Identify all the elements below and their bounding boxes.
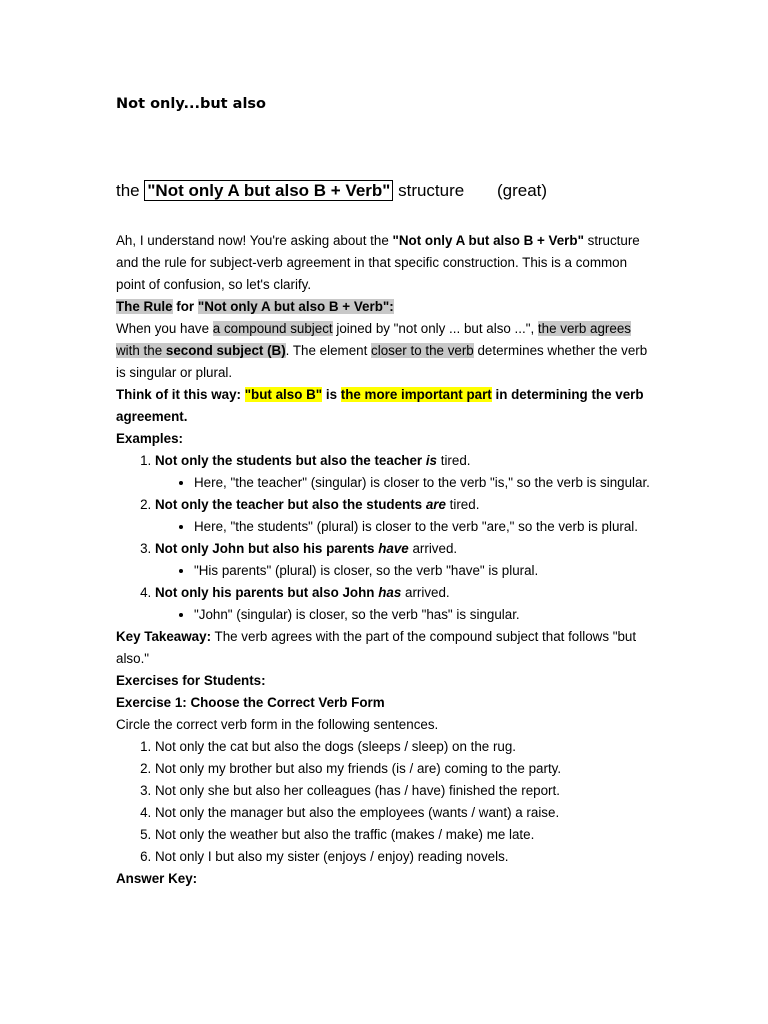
exercise1-heading-label: Exercise 1: Choose the Correct Verb Form bbox=[116, 695, 385, 710]
examples-list bbox=[116, 450, 651, 626]
highlight-closer-to-verb: closer to the verb bbox=[371, 343, 474, 358]
exercise-item: 1. Not only the cat but also the dogs (sleeps / sleep) on the rug. bbox=[155, 736, 651, 758]
rule-heading-structure: "Not only A but also B + Verb": bbox=[197, 299, 394, 314]
think-text: is bbox=[322, 387, 341, 402]
example-item bbox=[155, 450, 651, 494]
example-verb: is bbox=[425, 453, 437, 468]
boxed-structure: "Not only A but also B + Verb" bbox=[144, 180, 393, 201]
answer-key-label: Answer Key: bbox=[116, 871, 198, 886]
highlight-compound-subject: a compound subject bbox=[212, 321, 333, 336]
key-takeaway bbox=[116, 626, 651, 670]
subtitle-suffix: structure bbox=[398, 181, 465, 200]
example-note: • Here, "the teacher" (singular) is closer to the verb "is," so the verb is singular. bbox=[194, 472, 651, 494]
example-item bbox=[155, 582, 651, 626]
intro-text: Ah, I understand now! You're asking about the bbox=[116, 233, 393, 248]
highlight-second-subject: second subject (B) bbox=[165, 343, 286, 358]
example-verb: has bbox=[378, 585, 402, 600]
answer-key-heading bbox=[116, 868, 651, 890]
example-sentence: Not only John but also his parents bbox=[155, 541, 379, 556]
example-note: • Here, "the students" (plural) is closer to the verb "are," so the verb is plural. bbox=[194, 516, 651, 538]
highlight-verb-agrees: the verb agrees with the bbox=[116, 321, 631, 358]
exercise-list bbox=[116, 736, 651, 868]
exercise-item: 3. Not only she but also her colleagues (has / have) finished the report. bbox=[155, 780, 651, 802]
exercise-item: 5. Not only the weather but also the traffic (makes / make) me late. bbox=[155, 824, 651, 846]
examples-heading-label: Examples: bbox=[116, 431, 183, 446]
example-tail: arrived. bbox=[401, 585, 450, 600]
examples-heading bbox=[116, 428, 651, 450]
intro-text-cont: structure and the rule for subject-verb agreement in that specific construction. This is a common point of confusion, so let's clarify. bbox=[116, 233, 640, 292]
intro-paragraph bbox=[116, 230, 651, 296]
document-title: Not only...but also bbox=[116, 96, 267, 112]
rating-tag: (great) bbox=[496, 181, 548, 200]
example-sentence: Not only his parents but also John bbox=[155, 585, 379, 600]
exercise-item: 6. Not only I but also my sister (enjoys / enjoy) reading novels. bbox=[155, 846, 651, 868]
example-note: • "His parents" (plural) is closer, so the verb "have" is plural. bbox=[194, 560, 651, 582]
example-tail: tired. bbox=[445, 497, 480, 512]
example-item bbox=[155, 538, 651, 582]
key-takeaway-text: The verb agrees with the part of the compound subject that follows "but also." bbox=[116, 629, 637, 666]
exercise-item: 4. Not only the manager but also the employees (wants / want) a raise. bbox=[155, 802, 651, 824]
exercise-item: 2. Not only my brother but also my friends (is / are) coming to the party. bbox=[155, 758, 651, 780]
exercises-heading-label: Exercises for Students: bbox=[116, 673, 266, 688]
rule-text: joined by "not only ... but also ...", bbox=[332, 321, 538, 336]
rule-heading-for: for bbox=[172, 299, 198, 314]
example-note: • "John" (singular) is closer, so the verb "has" is singular. bbox=[194, 604, 651, 626]
structure-subtitle bbox=[116, 181, 547, 201]
exercises-heading bbox=[116, 670, 651, 692]
rule-text: When you have bbox=[116, 321, 213, 336]
rule-text: determines whether the verb is singular or plural. bbox=[116, 343, 648, 380]
example-item bbox=[155, 494, 651, 538]
intro-structure-bold: "Not only A but also B + Verb" bbox=[392, 233, 584, 248]
example-notes bbox=[155, 472, 651, 494]
exercise1-instruction: Circle the correct verb form in the following sentences. bbox=[116, 717, 439, 732]
example-verb: are bbox=[425, 497, 446, 512]
subtitle-prefix: the bbox=[116, 181, 140, 200]
think-text: in determining the verb agreement. bbox=[116, 387, 644, 424]
rule-heading bbox=[116, 296, 651, 318]
example-tail: tired. bbox=[437, 453, 471, 468]
example-tail: arrived. bbox=[408, 541, 458, 556]
rule-text: . The element bbox=[285, 343, 372, 358]
think-paragraph bbox=[116, 384, 651, 428]
example-notes bbox=[155, 604, 651, 626]
think-text: Think of it this way: bbox=[116, 387, 245, 402]
highlight-important-part: the more important part bbox=[340, 387, 492, 402]
example-sentence: Not only the students but also the teacher bbox=[155, 453, 426, 468]
example-notes bbox=[155, 560, 651, 582]
example-sentence: Not only the teacher but also the students bbox=[155, 497, 426, 512]
rule-heading-label: The Rule bbox=[116, 299, 173, 314]
example-notes bbox=[155, 516, 651, 538]
key-takeaway-label: Key Takeaway: bbox=[116, 629, 212, 644]
document-body bbox=[116, 230, 651, 890]
exercise1-heading bbox=[116, 692, 651, 714]
highlight-but-also-b: "but also B" bbox=[244, 387, 323, 402]
rule-paragraph bbox=[116, 318, 651, 384]
example-verb: have bbox=[378, 541, 409, 556]
